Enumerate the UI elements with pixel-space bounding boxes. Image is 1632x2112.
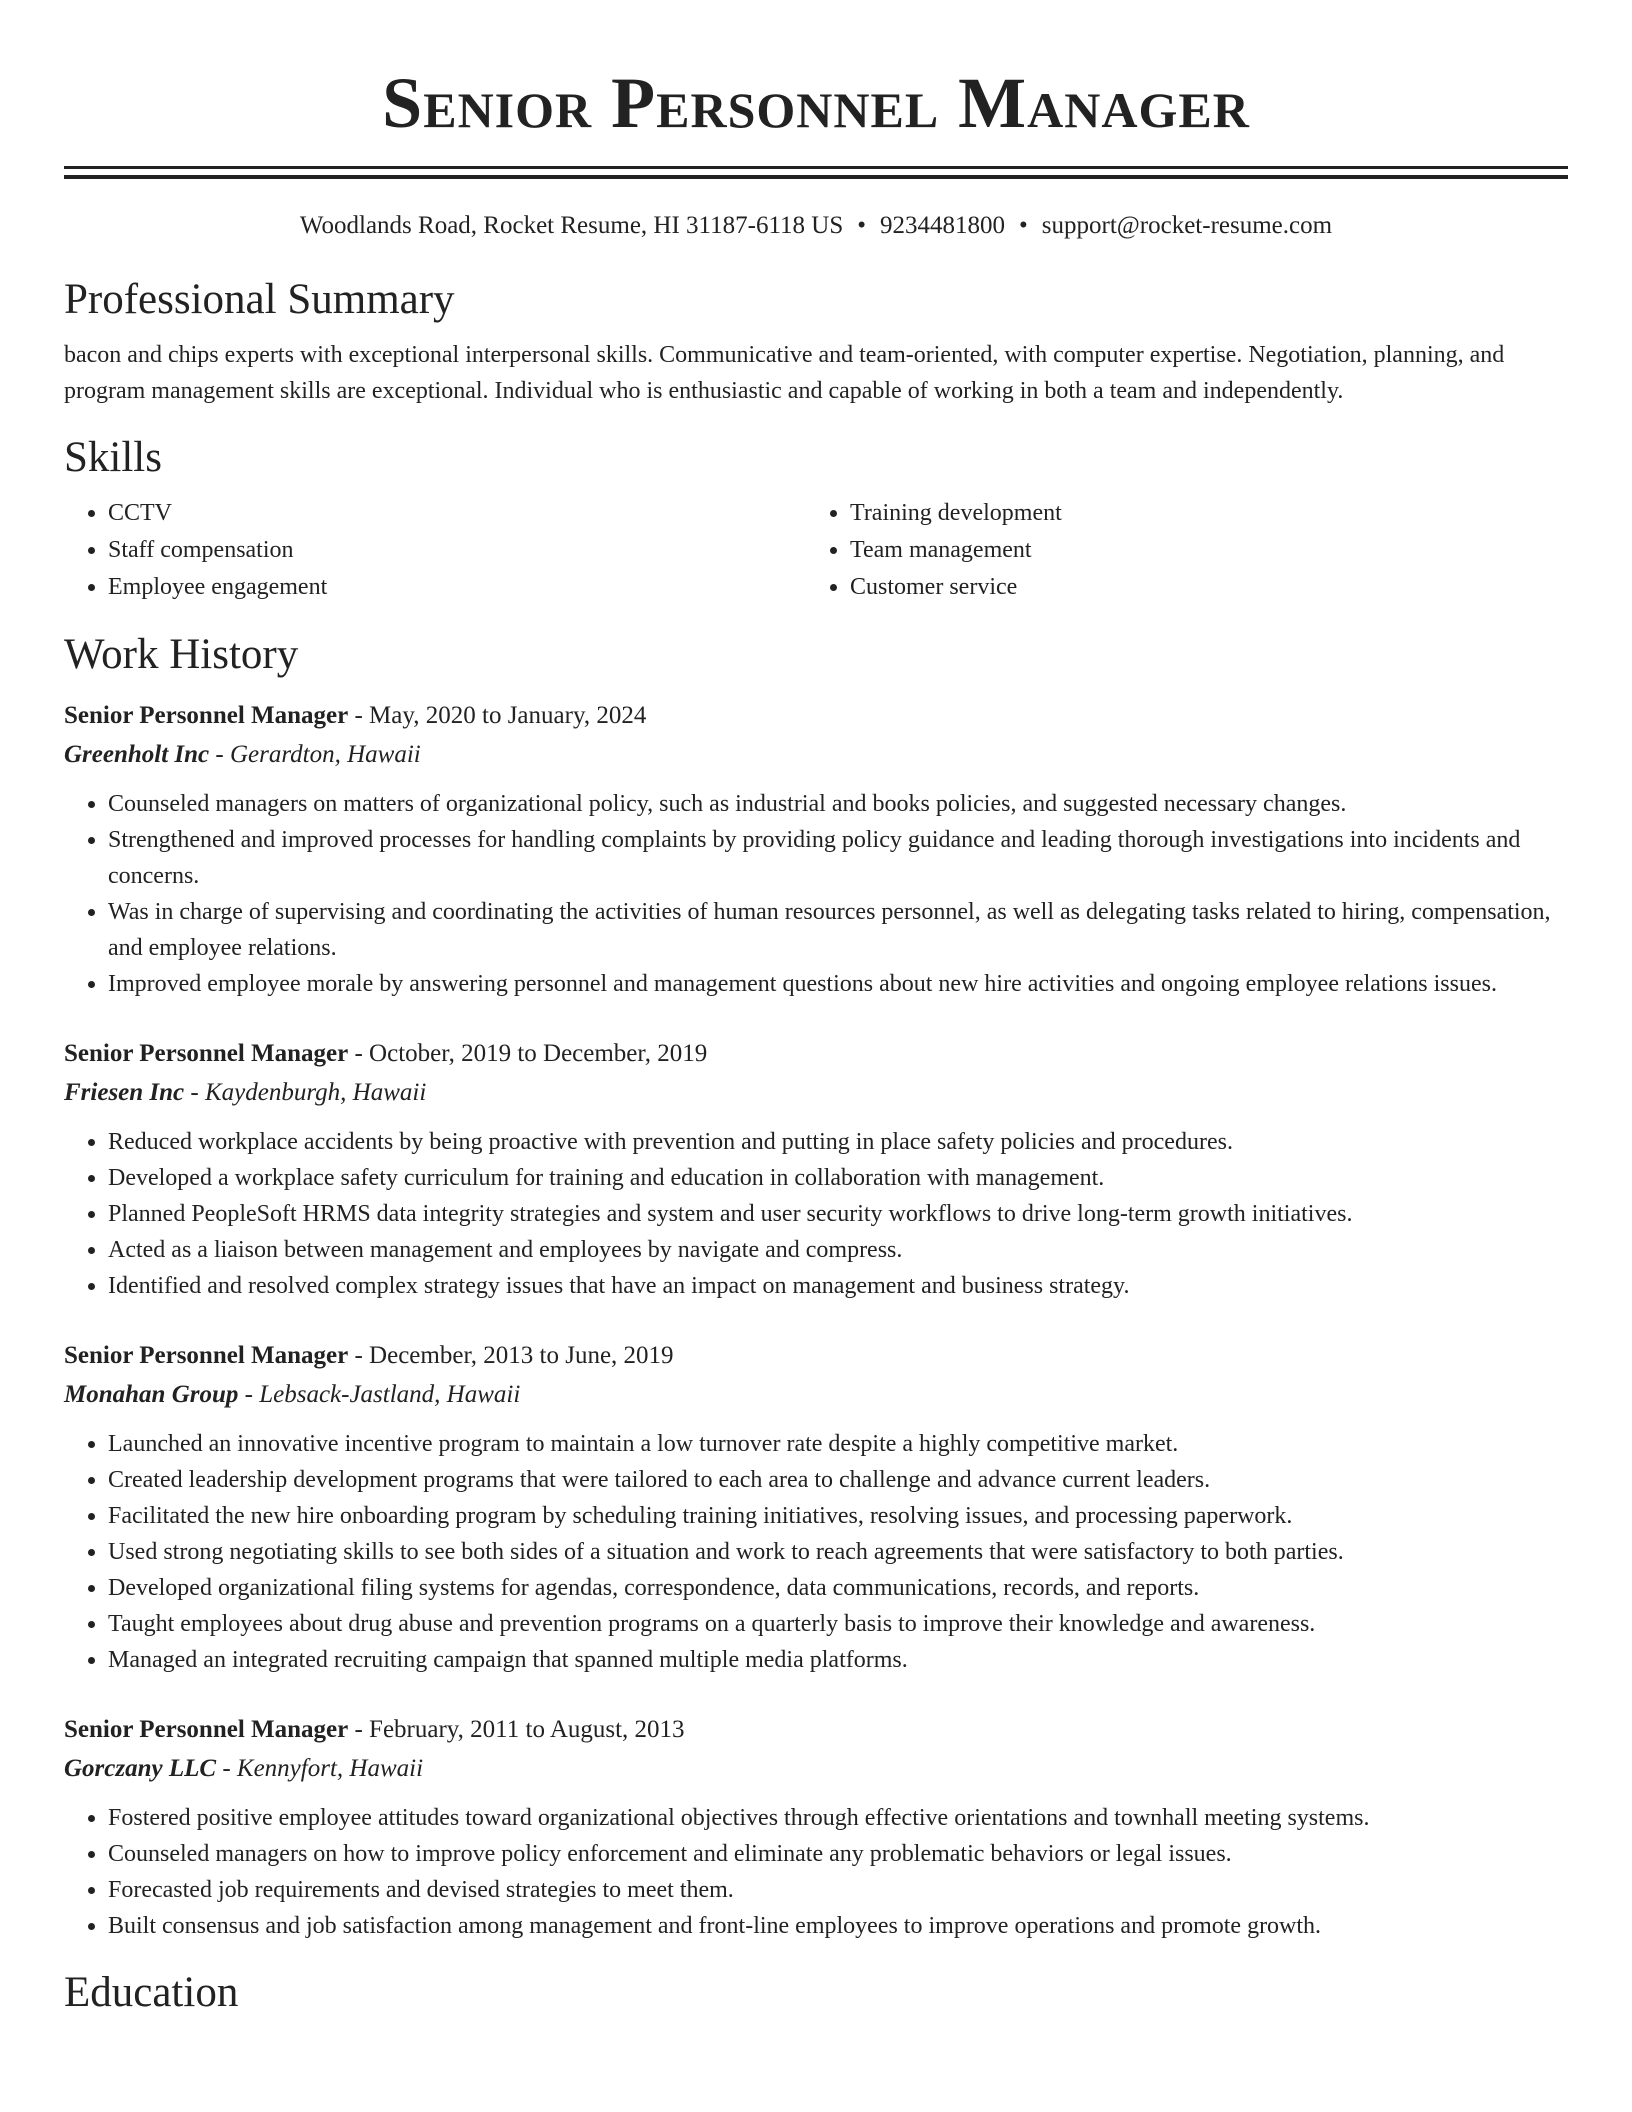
job-location: - Lebsack-Jastland, Hawaii (238, 1381, 521, 1408)
job-company: Friesen Inc (64, 1079, 185, 1106)
header-rule-bottom (64, 175, 1568, 179)
job-entry (64, 696, 1568, 1002)
job-employer (64, 1073, 1568, 1112)
job-bullets (64, 786, 1568, 1002)
job-header (64, 1034, 1568, 1073)
job-employer (64, 735, 1568, 774)
job-bullet: • Built consensus and job satisfaction among management and front-line employees to improve operations and promote growth. (108, 1908, 1568, 1944)
job-bullet: • Counseled managers on matters of organizational policy, such as industrial and books policies, and suggested necessary changes. (108, 786, 1568, 822)
job-role: Senior Personnel Manager (64, 702, 349, 729)
skills-list-left (64, 495, 806, 606)
skills-list-right (806, 495, 1506, 606)
header-rule-top (64, 166, 1568, 169)
job-bullet: • Taught employees about drug abuse and prevention programs on a quarterly basis to improve their knowledge and awareness. (108, 1606, 1568, 1642)
job-bullet: • Was in charge of supervising and coordinating the activities of human resources personnel, as well as delegating tasks related to hiring, compensation, and employee relations. (108, 894, 1568, 966)
contact-address: Woodlands Road, Rocket Resume, HI 31187-6118 US (299, 212, 844, 239)
job-header (64, 696, 1568, 735)
contact-phone: 9234481800 (880, 212, 1005, 239)
job-bullets (64, 1124, 1568, 1304)
job-bullet: • Facilitated the new hire onboarding program by scheduling training initiatives, resolving issues, and processing paperwork. (108, 1498, 1568, 1534)
job-bullets (64, 1800, 1568, 1944)
skill-item: • CCTV (108, 495, 806, 532)
job-bullet: • Created leadership development programs that were tailored to each area to challenge and advance current leaders. (108, 1462, 1568, 1498)
job-bullet: • Identified and resolved complex strategy issues that have an impact on management and business strategy. (108, 1268, 1568, 1304)
job-role: Senior Personnel Manager (64, 1716, 349, 1743)
summary-text: bacon and chips experts with exceptional interpersonal skills. Communicative and team-oriented, with computer expertise. Negotiation, planning, and program management skills are exceptional. Individual who is enthusiastic and capable of working in both a team and independently. (64, 342, 1505, 404)
job-bullet: • Strengthened and improved processes for handling complaints by providing policy guidance and leading thorough investigations into incidents and concerns. (108, 822, 1568, 894)
skill-item: • Employee engagement (108, 569, 806, 606)
job-company: Gorczany LLC (64, 1755, 217, 1782)
job-bullet: • Developed organizational filing systems for agendas, correspondence, data communications, records, and reports. (108, 1570, 1568, 1606)
job-bullet: • Fostered positive employee attitudes toward organizational objectives through effective orientations and townhall meeting systems. (108, 1800, 1568, 1836)
contact-line (64, 209, 1568, 243)
work-history-heading: Work History (64, 631, 299, 678)
contact-email: support@rocket-resume.com (1041, 212, 1333, 239)
job-bullet: • Forecasted job requirements and devised strategies to meet them. (108, 1872, 1568, 1908)
job-bullet: • Used strong negotiating skills to see both sides of a situation and work to reach agreements that were satisfactory to both parties. (108, 1534, 1568, 1570)
job-bullet: • Counseled managers on how to improve policy enforcement and eliminate any problematic behaviors or legal issues. (108, 1836, 1568, 1872)
job-role: Senior Personnel Manager (64, 1342, 349, 1369)
job-company: Greenholt Inc (64, 741, 210, 768)
job-dates: - October, 2019 to December, 2019 (348, 1040, 708, 1067)
skill-item: • Customer service (850, 569, 1506, 606)
job-bullet: • Planned PeopleSoft HRMS data integrity strategies and system and user security workflows to drive long-term growth initiatives. (108, 1196, 1568, 1232)
skill-item: • Training development (850, 495, 1506, 532)
job-location: - Gerardton, Hawaii (209, 741, 421, 768)
job-bullet: • Managed an integrated recruiting campaign that spanned multiple media platforms. (108, 1642, 1568, 1678)
skill-item: • Team management (850, 532, 1506, 569)
job-bullet: • Developed a workplace safety curriculum for training and education in collaboration with management. (108, 1160, 1568, 1196)
job-employer (64, 1749, 1568, 1788)
job-header (64, 1710, 1568, 1749)
skill-item: • Staff compensation (108, 532, 806, 569)
job-bullets (64, 1426, 1568, 1678)
job-dates: - May, 2020 to January, 2024 (348, 702, 647, 729)
skills-columns (64, 495, 1568, 606)
job-bullet: • Improved employee morale by answering personnel and management questions about new hire activities and ongoing employee relations issues. (108, 966, 1568, 1002)
job-role: Senior Personnel Manager (64, 1040, 349, 1067)
contact-separator: • (1019, 212, 1028, 239)
job-header (64, 1336, 1568, 1375)
job-dates: - February, 2011 to August, 2013 (348, 1716, 685, 1743)
job-location: - Kennyfort, Hawaii (216, 1755, 424, 1782)
job-entry (64, 1710, 1568, 1944)
job-location: - Kaydenburgh, Hawaii (184, 1079, 427, 1106)
job-entry (64, 1336, 1568, 1678)
job-dates: - December, 2013 to June, 2019 (348, 1342, 674, 1369)
skills-heading: Skills (64, 434, 162, 481)
job-bullet: • Acted as a liaison between management and employees by navigate and compress. (108, 1232, 1568, 1268)
resume-name: Senior Personnel Manager (382, 63, 1250, 143)
job-employer (64, 1375, 1568, 1414)
job-company: Monahan Group (64, 1381, 239, 1408)
contact-separator: • (857, 212, 866, 239)
job-bullet: • Launched an innovative incentive program to maintain a low turnover rate despite a highly competitive market. (108, 1426, 1568, 1462)
job-entry (64, 1034, 1568, 1304)
education-heading: Education (64, 1969, 239, 2016)
job-bullet: • Reduced workplace accidents by being proactive with prevention and putting in place safety policies and procedures. (108, 1124, 1568, 1160)
summary-heading: Professional Summary (64, 276, 455, 323)
